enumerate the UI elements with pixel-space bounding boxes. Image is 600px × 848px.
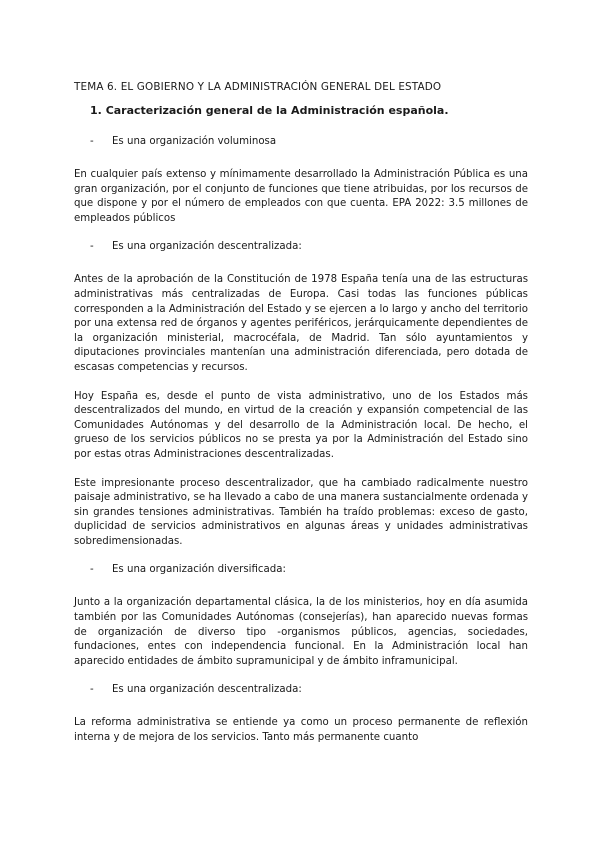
bullet-item <box>90 135 528 149</box>
bullet-dash: - <box>90 564 94 576</box>
bullet-dash: - <box>90 136 94 147</box>
bullet-item <box>90 563 528 577</box>
bullet-dash: - <box>90 241 94 253</box>
bullet-text: Es una organización diversificada: <box>112 564 286 576</box>
paragraph: En cualquier país extenso y mínimamente desarrollado la Administración Pública es una gran organización, por el conjunto de funciones que tiene atribuidas, por los recursos de que dispone y por el número de empleados con que cuenta. EPA 2022: 3.5 millones de empleados públicos <box>74 169 528 224</box>
bullet-text: Es una organización descentralizada: <box>112 684 302 696</box>
section-heading <box>90 104 528 118</box>
page-title: TEMA 6. EL GOBIERNO Y LA ADMINISTRACIÓN GENERAL DEL ESTADO <box>74 81 442 93</box>
bullet-dash: - <box>90 684 94 696</box>
paragraph: La reforma administrativa se entiende ya como un proceso permanente de reflexión interna y de mejora de los servicios. Tanto más permanente cuanto <box>74 717 528 744</box>
bullet-item <box>90 240 528 254</box>
paragraph: Junto a la organización departamental clásica, la de los ministerios, hoy en día asumida también por las Comunidades Autónomas (consejerías), han aparecido nuevas formas de organización de diverso tipo -organismos públicos, agencias, sociedades, fundaciones, entes con independencia funcional. En la Administración local han aparecido entidades de ámbito supramunicipal y de ámbito inframunicipal. <box>74 597 528 667</box>
section-number: 1. <box>90 104 102 117</box>
paragraph: Hoy España es, desde el punto de vista administrativo, uno de los Estados más descentralizados del mundo, en virtud de la creación y expansión competencial de las Comunidades Autónomas y del desarrollo de la Administración local. De hecho, el grueso de los servicios públicos no se presta ya por la Administración del Estado sino por estas otras Administraciones descentralizadas. <box>74 390 528 460</box>
section-heading-text: Caracterización general de la Administración española. <box>105 104 449 117</box>
paragraph: Este impresionante proceso descentralizador, que ha cambiado radicalmente nuestro paisaje administrativo, se ha llevado a cabo de una manera sustancialmente ordenada y sin grandes tensiones administrativas. También ha traído problemas: exceso de gasto, duplicidad de servicios administrativos en algunas áreas y unidades administrativas sobredimensionadas. <box>74 477 528 547</box>
paragraph: Antes de la aprobación de la Constitución de 1978 España tenía una de las estructuras administrativas más centralizadas de Europa. Casi todas las funciones públicas corresponden a la Administración del Estado y se ejercen a lo largo y ancho del territorio por una extensa red de órganos y agentes periféricos, jerárquicamente dependientes de la organización ministerial, macrocéfala, de Madrid. Tan sólo ayuntamientos y diputaciones provinciales mantenían una administración diferenciada, pero dotada de escasas competencias y recursos. <box>74 274 528 373</box>
bullet-item <box>90 683 528 697</box>
bullet-text: Es una organización descentralizada: <box>112 241 302 253</box>
bullet-text: Es una organización voluminosa <box>112 136 277 147</box>
